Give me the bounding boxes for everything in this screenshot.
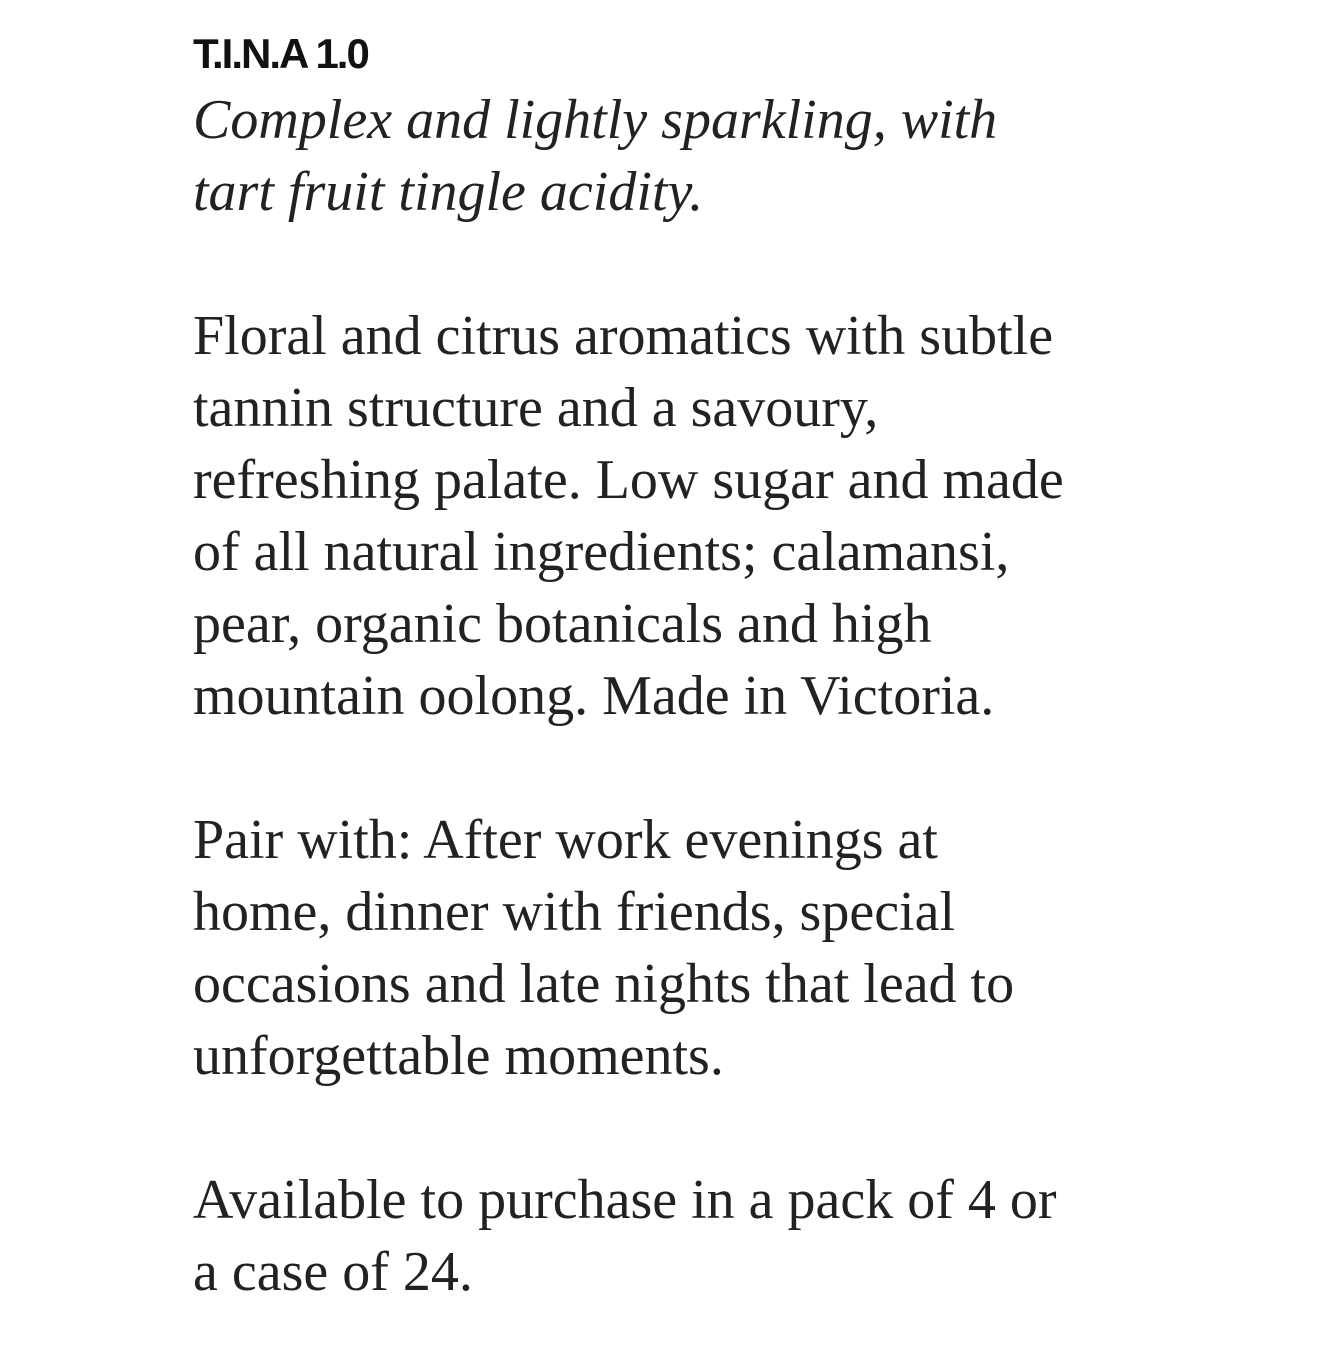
availability-line: Available to purchase in a pack of 4 or bbox=[193, 1169, 1057, 1231]
product-title: T.I.N.A 1.0 bbox=[193, 30, 368, 77]
description-paragraph bbox=[193, 300, 1193, 732]
tagline-line: tart fruit tingle acidity. bbox=[193, 161, 704, 223]
availability-line: a case of 24. bbox=[193, 1241, 473, 1303]
pairing-line: occasions and late nights that lead to bbox=[193, 953, 1015, 1015]
pairing-paragraph bbox=[193, 804, 1193, 1092]
pairing-line: home, dinner with friends, special bbox=[193, 881, 956, 943]
product-tagline bbox=[193, 84, 1193, 228]
pairing-line: Pair with: After work evenings at bbox=[193, 809, 938, 871]
pairing-line: unforgettable moments. bbox=[193, 1025, 724, 1087]
description-line: mountain oolong. Made in Victoria. bbox=[193, 665, 995, 727]
description-line: refreshing palate. Low sugar and made bbox=[193, 449, 1064, 511]
description-line: of all natural ingredients; calamansi, bbox=[193, 521, 1010, 583]
tagline-line: Complex and lightly sparkling, with bbox=[193, 89, 998, 151]
product-description bbox=[193, 28, 1193, 1308]
description-line: tannin structure and a savoury, bbox=[193, 377, 879, 439]
description-line: Floral and citrus aromatics with subtle bbox=[193, 305, 1054, 367]
availability-paragraph bbox=[193, 1164, 1193, 1308]
description-line: pear, organic botanicals and high bbox=[193, 593, 932, 655]
